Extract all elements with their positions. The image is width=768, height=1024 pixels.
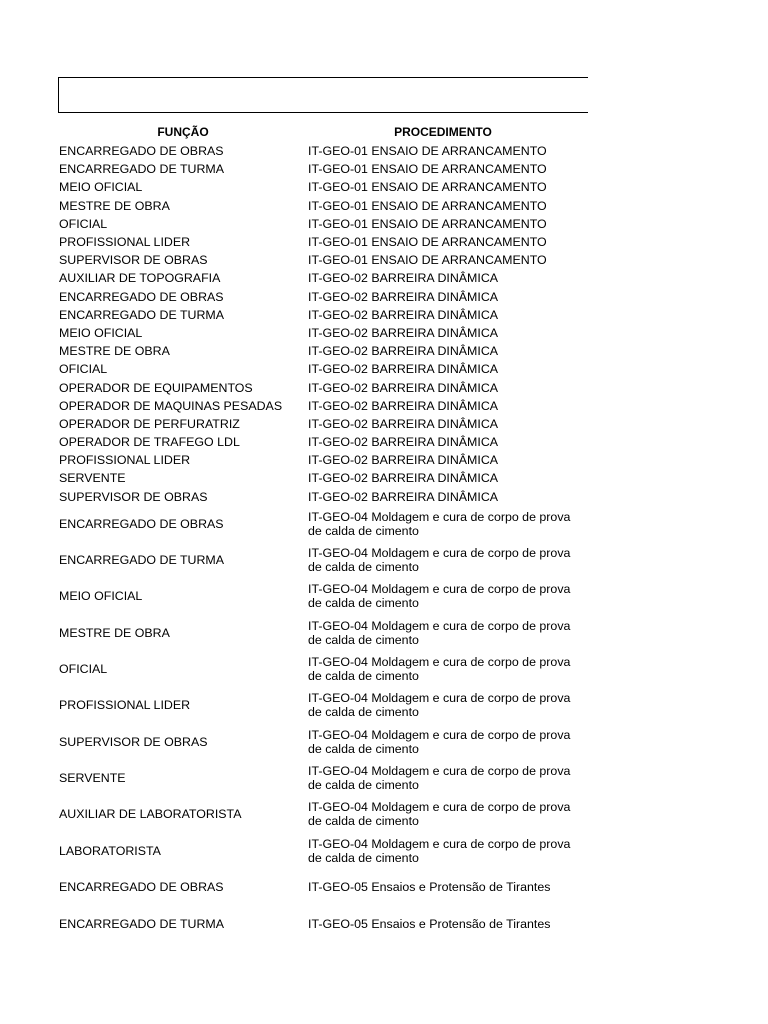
cell-procedimento: IT-GEO-01 ENSAIO DE ARRANCAMENTO [308,253,547,268]
cell-funcao: MESTRE DE OBRA [59,625,170,640]
table-row [58,469,578,487]
table-row [58,651,578,687]
table-row [58,269,578,287]
table-row [58,360,578,378]
cell-procedimento: IT-GEO-02 BARREIRA DINÂMICA [308,416,499,431]
cell-procedimento: IT-GEO-05 Ensaios e Protensão de Tirantes [308,916,551,931]
cell-procedimento: IT-GEO-04 Moldagem e cura de corpo de prova de calda de cimento [308,691,571,720]
table-row [58,160,578,178]
cell-procedimento: IT-GEO-01 ENSAIO DE ARRANCAMENTO [308,198,547,213]
cell-procedimento: IT-GEO-02 BARREIRA DINÂMICA [308,307,499,322]
cell-funcao: MESTRE DE OBRA [59,198,170,213]
cell-procedimento: IT-GEO-02 BARREIRA DINÂMICA [308,344,499,359]
cell-procedimento: IT-GEO-02 BARREIRA DINÂMICA [308,435,499,450]
table-row [58,342,578,360]
cell-funcao: PROFISSIONAL LIDER [59,235,191,250]
table-row [58,488,578,506]
cell-procedimento: IT-GEO-04 Moldagem e cura de corpo de prova de calda de cimento [308,618,571,647]
cell-procedimento: IT-GEO-04 Moldagem e cura de corpo de prova de calda de cimento [308,509,571,538]
cell-procedimento: IT-GEO-02 BARREIRA DINÂMICA [308,380,499,395]
cell-funcao: PROFISSIONAL LIDER [59,453,191,468]
table-row [58,832,578,868]
title-box [58,77,588,113]
cell-procedimento: IT-GEO-02 BARREIRA DINÂMICA [308,362,499,377]
table-row [58,760,578,796]
cell-funcao: OFICIAL [59,362,108,377]
cell-funcao: ENCARREGADO DE TURMA [59,553,224,568]
cell-funcao: ENCARREGADO DE OBRAS [59,516,224,531]
table-row [58,615,578,651]
cell-funcao: OPERADOR DE TRAFEGO LDL [59,435,240,450]
table-row [58,251,578,269]
cell-funcao: OPERADOR DE PERFURATRIZ [59,416,240,431]
cell-procedimento: IT-GEO-04 Moldagem e cura de corpo de prova de calda de cimento [308,763,571,792]
cell-funcao: ENCARREGADO DE TURMA [59,307,224,322]
table-row [58,397,578,415]
cell-procedimento: IT-GEO-01 ENSAIO DE ARRANCAMENTO [308,162,547,177]
table-row [58,724,578,760]
cell-procedimento: IT-GEO-04 Moldagem e cura de corpo de prova de calda de cimento [308,655,571,684]
table-row [58,233,578,251]
cell-funcao: ENCARREGADO DE TURMA [59,162,224,177]
cell-funcao: AUXILIAR DE TOPOGRAFIA [59,271,221,286]
table-row [58,869,578,906]
table-row [58,142,578,160]
header-funcao: FUNÇÃO [157,125,209,139]
cell-funcao: SUPERVISOR DE OBRAS [59,489,208,504]
cell-funcao: AUXILIAR DE LABORATORISTA [59,807,242,822]
cell-funcao: SUPERVISOR DE OBRAS [59,253,208,268]
cell-procedimento: IT-GEO-01 ENSAIO DE ARRANCAMENTO [308,235,547,250]
cell-procedimento: IT-GEO-04 Moldagem e cura de corpo de prova de calda de cimento [308,546,571,575]
cell-funcao: SERVENTE [59,471,126,486]
table-row [58,378,578,396]
cell-funcao: MEIO OFICIAL [59,180,143,195]
procedure-table [58,122,578,942]
cell-procedimento: IT-GEO-02 BARREIRA DINÂMICA [308,289,499,304]
cell-funcao: SERVENTE [59,770,126,785]
cell-procedimento: IT-GEO-04 Moldagem e cura de corpo de prova de calda de cimento [308,582,571,611]
table-row [58,451,578,469]
cell-procedimento: IT-GEO-01 ENSAIO DE ARRANCAMENTO [308,180,547,195]
table-row [58,178,578,196]
cell-funcao: ENCARREGADO DE OBRAS [59,144,224,159]
table-row [58,687,578,723]
cell-procedimento: IT-GEO-01 ENSAIO DE ARRANCAMENTO [308,144,547,159]
cell-procedimento: IT-GEO-01 ENSAIO DE ARRANCAMENTO [308,216,547,231]
cell-procedimento: IT-GEO-02 BARREIRA DINÂMICA [308,325,499,340]
cell-procedimento: IT-GEO-05 Ensaios e Protensão de Tirantes [308,880,551,895]
table-row [58,197,578,215]
cell-procedimento: IT-GEO-04 Moldagem e cura de corpo de prova de calda de cimento [308,836,571,865]
table-row [58,215,578,233]
cell-procedimento: IT-GEO-02 BARREIRA DINÂMICA [308,398,499,413]
table-row [58,796,578,832]
table-row [58,506,578,542]
cell-funcao: PROFISSIONAL LIDER [59,698,191,713]
table-row [58,415,578,433]
table-row [58,542,578,578]
table-row [58,905,578,942]
cell-funcao: OFICIAL [59,662,108,677]
table-row [58,578,578,614]
cell-procedimento: IT-GEO-04 Moldagem e cura de corpo de prova de calda de cimento [308,800,571,829]
table-row [58,306,578,324]
cell-funcao: MEIO OFICIAL [59,325,143,340]
cell-funcao: ENCARREGADO DE OBRAS [59,289,224,304]
cell-procedimento: IT-GEO-02 BARREIRA DINÂMICA [308,489,499,504]
cell-procedimento: IT-GEO-02 BARREIRA DINÂMICA [308,471,499,486]
cell-procedimento: IT-GEO-02 BARREIRA DINÂMICA [308,453,499,468]
cell-funcao: MEIO OFICIAL [59,589,143,604]
cell-procedimento: IT-GEO-02 BARREIRA DINÂMICA [308,271,499,286]
header-procedimento: PROCEDIMENTO [394,125,492,139]
cell-funcao: ENCARREGADO DE OBRAS [59,880,224,895]
cell-funcao: SUPERVISOR DE OBRAS [59,734,208,749]
table-header [58,122,578,142]
cell-funcao: OPERADOR DE MAQUINAS PESADAS [59,398,283,413]
table-row [58,324,578,342]
cell-funcao: OPERADOR DE EQUIPAMENTOS [59,380,253,395]
table-body [58,142,578,942]
cell-funcao: ENCARREGADO DE TURMA [59,916,224,931]
table-row [58,288,578,306]
cell-procedimento: IT-GEO-04 Moldagem e cura de corpo de prova de calda de cimento [308,727,571,756]
cell-funcao: LABORATORISTA [59,843,161,858]
table-row [58,433,578,451]
cell-funcao: OFICIAL [59,216,108,231]
cell-funcao: MESTRE DE OBRA [59,344,170,359]
